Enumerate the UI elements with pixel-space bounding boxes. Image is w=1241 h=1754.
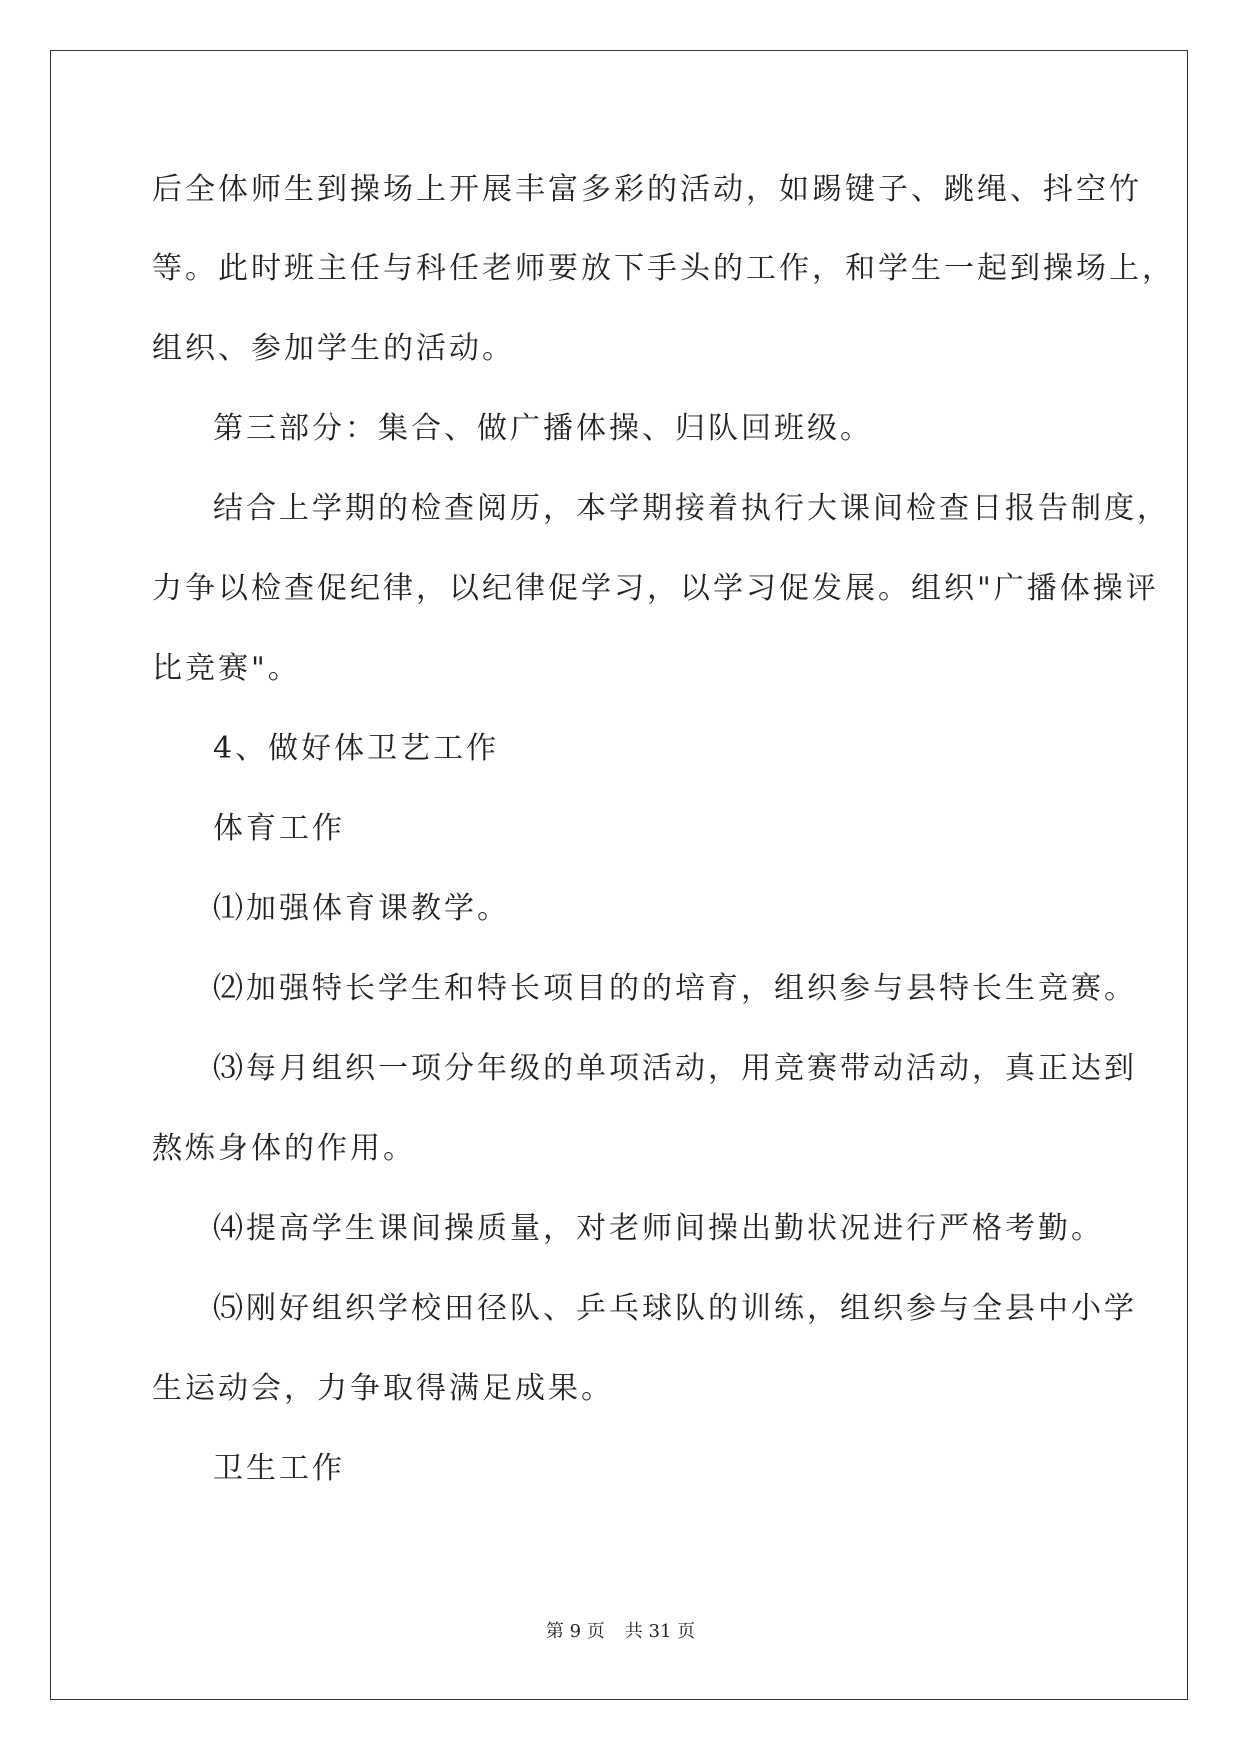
text-line: 第三部分：集合、做广播体操、归队回班级。 [213,411,873,446]
list-item: ⑸刚好组织学校田径队、乒乓球队的训练，组织参与全县中小学 [213,1291,1137,1326]
text-line: 等。此时班主任与科任老师要放下手头的工作，和学生一起到操场上， [152,251,1175,286]
text-line: 后全体师生到操场上开展丰富多彩的活动，如踢键子、跳绳、抖空竹 [152,172,1142,207]
text-line: 比竞赛"。 [152,651,301,686]
text-line: 结合上学期的检查阅历，本学期接着执行大课间检查日报告制度， [213,491,1170,526]
list-item: ⑶每月组织一项分年级的单项活动，用竞赛带动活动，真正达到 [213,1051,1137,1086]
list-item: ⑴加强体育课教学。 [213,891,510,926]
section-heading: 4、做好体卫艺工作 [213,731,500,766]
text-line: 力争以检查促纪律，以纪律促学习，以学习促发展。组织"广播体操评 [152,571,1159,606]
list-item: ⑷提高学生课间操质量，对老师间操出勤状况进行严格考勤。 [213,1211,1104,1246]
text-line: 熬炼身体的作用。 [152,1131,416,1166]
page-footer [0,1617,1241,1643]
subsection-heading: 卫生工作 [213,1451,345,1486]
text-line: 生运动会，力争取得满足成果。 [152,1371,614,1406]
page-total: 共 31 页 [624,1621,696,1642]
subsection-heading: 体育工作 [213,811,345,846]
text-line: 组织、参加学生的活动。 [152,331,515,366]
page-number: 第 9 页 [545,1621,605,1642]
list-item: ⑵加强特长学生和特长项目的的培育，组织参与县特长生竞赛。 [213,971,1137,1006]
